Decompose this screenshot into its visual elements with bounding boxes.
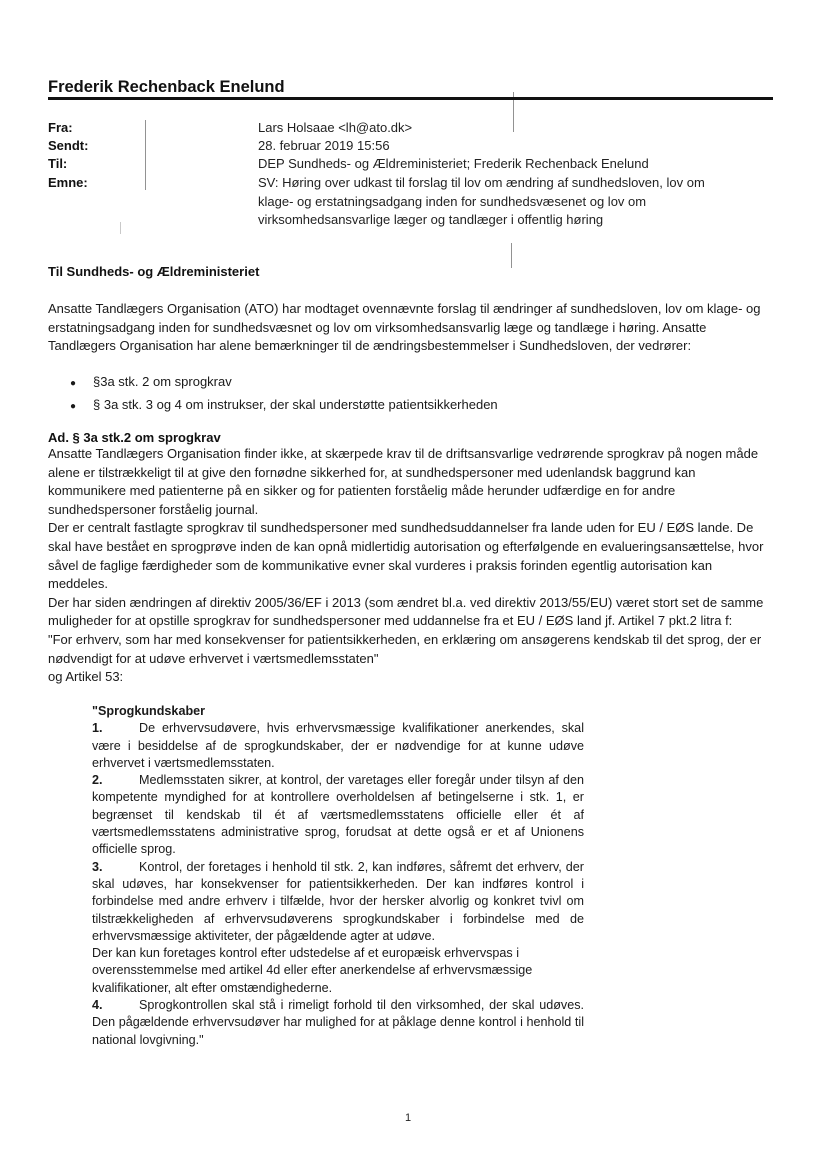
subject-label: Emne: (48, 175, 88, 190)
document-owner-name: Frederik Rechenback Enelund (48, 78, 285, 96)
header-rule (48, 97, 773, 100)
section-heading: Ad. § 3a stk.2 om sprogkrav (48, 430, 221, 445)
quote-item-text: Sprogkontrollen skal stå i rimeligt forhold til den virksomhed, der skal udøves. Den pågældende erhvervsudøver har mulighed for at påklage denne kontrol i henhold til national lovgivning." (92, 998, 584, 1047)
page-number: 1 (405, 1112, 412, 1124)
quote-item-text: Medlemsstaten sikrer, at kontrol, der varetages eller foregår under tilsyn af den kompetente myndighed for at kontrollere overholdelsen af betingelserne i stk. 1, er begrænset til kendskab til ét af værtsmedlemsstatens officielle eller ét af værtsmedlemsstatens administrative sprog, forudsat at dette også er et af Unionens officielle sprog. (92, 773, 584, 857)
bullet-list (70, 372, 498, 417)
scan-artifact-line (145, 120, 146, 190)
to-value: DEP Sundheds- og Ældreministeriet; Frederik Rechenback Enelund (258, 156, 649, 171)
body-paragraph: Ansatte Tandlægers Organisation finder ikke, at skærpede krav til de driftsansvarlige vedrørende sprogkrav på nogen måde alene er tilstrækkeligt til at give den fornødne sikkerhed for, at sundhedspersoner med udenlandsk baggrund kan kommunikere med patienterne på en sikker og for patienten forståelig måde herunder udfærdige en for andre sundhedspersoner forståelig journal. (48, 446, 759, 517)
from-label: Fra: (48, 120, 73, 135)
bullet-icon: ● (70, 400, 77, 412)
bullet-text: §3a stk. 2 om sprogkrav (93, 374, 232, 389)
quote-item-number: 3. (92, 859, 103, 874)
subject-value: SV: Høring over udkast til forslag til lov om ændring af sundhedsloven, lov om klage- og erstatningsadgang inden for sundhedsvæsenet og lov om virksomhedsansvarlige læger og tandlæger i offentlig høring (258, 175, 705, 227)
quote-item (92, 997, 584, 1049)
body-paragraph: Der har siden ændringen af direktiv 2005/36/EF i 2013 (som ændret bl.a. ved direktiv 2013/55/EU) været stort set de samme muligheder for at opstille sprogkrav for sundhedspersoner med uddannelse fra et EU / EØS land jf. Artikel 7 pkt.2 litra f: (48, 594, 764, 629)
list-item (70, 395, 498, 418)
quote-item (92, 772, 584, 858)
quote-item-number: 4. (92, 998, 103, 1013)
from-value: Lars Holsaae <lh@ato.dk> (258, 120, 413, 135)
quote-title: "Sprogkundskaber (92, 704, 206, 718)
quote-item-text: De erhvervsudøvere, hvis erhvervsmæssige kvalifikationer anerkendes, skal være i besiddelse af de sprogkundskaber, der er nødvendige for at kunne udøve erhvervet i værtsmedlemsstaten. (92, 721, 584, 770)
body-paragraph: og Artikel 53: (48, 669, 124, 685)
scan-artifact-line (120, 222, 121, 234)
sent-value: 28. februar 2019 15:56 (258, 138, 390, 153)
list-item (70, 372, 498, 395)
quote-item (92, 859, 584, 945)
sent-label: Sendt: (48, 138, 89, 153)
quoted-article-7: "For erhverv, som har med konsekvenser for patientsikkerheden, en erklæring om ansøgerens kendskab til det sprog, der er nødvendigt for at udøve erhvervet i værtsmedlemsstaten" (48, 631, 762, 666)
section-body (48, 445, 773, 687)
to-label: Til: (48, 156, 68, 171)
salutation: Til Sundheds- og Ældreministeriet (48, 264, 260, 279)
bullet-text: § 3a stk. 3 og 4 om instrukser, der skal understøtte patientsikkerheden (93, 396, 498, 412)
scan-artifact-line (511, 243, 512, 268)
article-53-quote (92, 703, 584, 1049)
quote-item-text: Kontrol, der foretages i henhold til stk. 2, kan indføres, såfremt det erhverv, der skal udøves, har konsekvenser for patientsikkerheden. Der kan indføres kontrol i forbindelse med andre erhverv i tilfælde, hvor der hersker alvorlig og konkret tvivl om tilstrækkeligheden af erhvervsudøverens sprogkundskaber i forbindelse med de erhvervsmæssige aktiviteter, der pågældende agter at udøve. (92, 859, 584, 943)
body-paragraph: Der er centralt fastlagte sprogkrav til sundhedspersoner med sundhedsuddannelser fra lande uden for EU / EØS lande. De skal have bestået en sprogprøve inden de kan opnå midlertidig autorisation og efterfølgende en evalueringsansættelse, hvor såvel de faglige færdigheder som de kommunikative evner skal vurderes i praksis forinden egentlig autorisation kan meddeles. (48, 520, 764, 592)
quote-item (92, 720, 584, 772)
quote-item-number: 1. (92, 721, 103, 736)
bullet-icon: ● (70, 378, 77, 389)
quote-extra-paragraph: Der kan kun foretages kontrol efter udstedelse af et europæisk erhvervspas i overensstemmelse med artikel 4d eller efter anerkendelse af erhvervsmæssige kvalifikationer, alt efter omstændighederne. (92, 946, 533, 995)
intro-paragraph: Ansatte Tandlægers Organisation (ATO) har modtaget ovennævnte forslag til ændringer af sundhedsloven, lov om klage- og erstatningsadgang inden for sundhedsvæsnet og lov om virksomhedsansvarlig læge og tandlæge i høring. Ansatte Tandlægers Organisation har alene bemærkninger til de ændringsbestemmelser i Sundhedsloven, der vedrører: (48, 301, 761, 354)
quote-item-number: 2. (92, 773, 103, 788)
